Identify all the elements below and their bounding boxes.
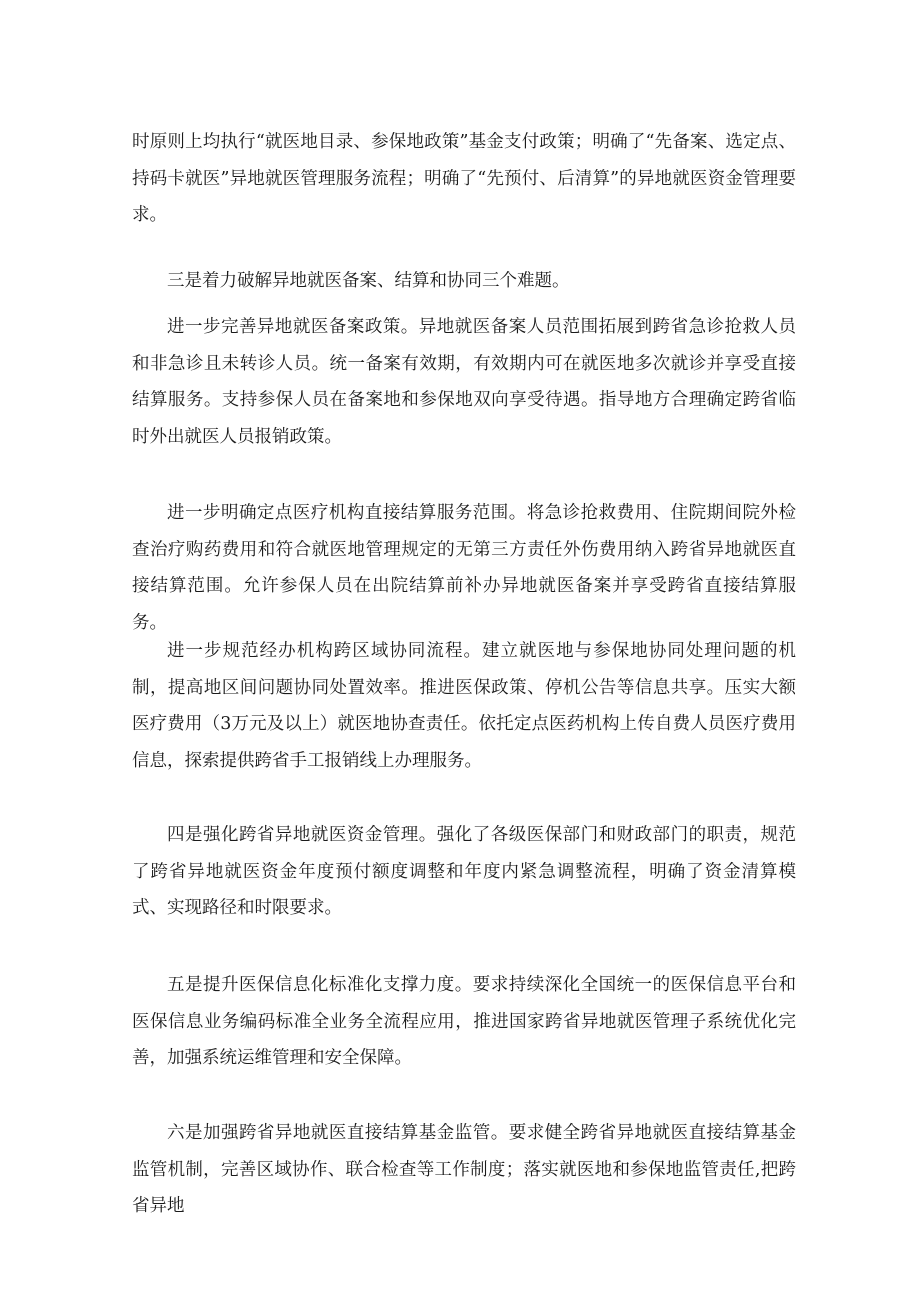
paragraph-coordination-process: 进一步规范经办机构跨区域协同流程。建立就医地与参保地协同处理问题的机制，提高地区间问题协同处置效率。推进医保政策、停机公告等信息共享。压实大额医疗费用（3万元及以上）就医地协查责任。依托定点医药机构上传自费人员医疗费用信息，探索提供跨省手工报销线上办理服务。 (132, 641, 796, 771)
paragraph-section-six: 六是加强跨省异地就医直接结算基金监管。要求健全跨省异地就医直接结算基金监管机制，完善区域协作、联合检查等工作制度；落实就医地和参保地监管责任,把跨省异地 (132, 1123, 796, 1216)
paragraph-continued: 时原则上均执行“就医地目录、参保地政策”基金支付政策；明确了“先备案、选定点、持码卡就医”异地就医管理服务流程；明确了“先预付、后清算”的异地就医资金管理要求。 (132, 132, 796, 225)
paragraph-settlement-scope: 进一步明确定点医疗机构直接结算服务范围。将急诊抢救费用、住院期间院外检查治疗购药费用和符合就医地管理规定的无第三方责任外伤费用纳入跨省异地就医直接结算范围。允许参保人员在出院结算前补办异地就医备案并享受跨省直接结算服务。 (132, 503, 796, 633)
paragraph-section-three-heading: 三是着力破解异地就医备案、结算和协同三个难题。 (167, 271, 570, 291)
paragraph-section-four: 四是强化跨省异地就医资金管理。强化了各级医保部门和财政部门的职责，规范了跨省异地就医资金年度预付额度调整和年度内紧急调整流程，明确了资金清算模式、实现路径和时限要求。 (132, 825, 796, 918)
paragraph-section-five: 五是提升医保信息化标准化支撑力度。要求持续深化全国统一的医保信息平台和医保信息业务编码标准全业务全流程应用，推进国家跨省异地就医管理子系统优化完善，加强系统运维管理和安全保障。 (132, 975, 796, 1068)
paragraph-filing-policy: 进一步完善异地就医备案政策。异地就医备案人员范围拓展到跨省急诊抢救人员和非急诊且未转诊人员。统一备案有效期，有效期内可在就医地多次就诊并享受直接结算服务。支持参保人员在备案地和参保地双向享受待遇。指导地方合理确定跨省临时外出就医人员报销政策。 (132, 317, 796, 447)
